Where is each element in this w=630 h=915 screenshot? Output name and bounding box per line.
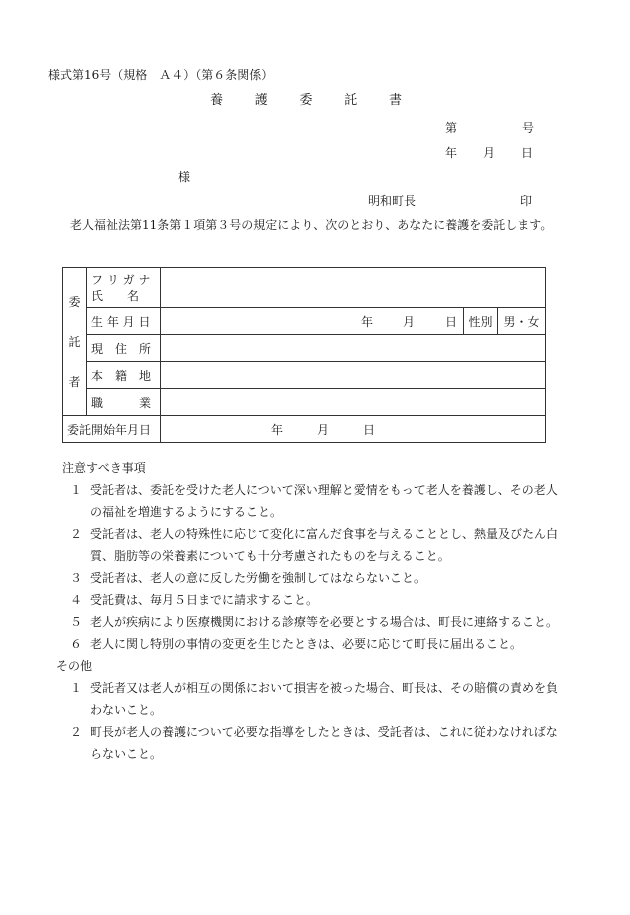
addressee-suffix: 様 (178, 170, 191, 184)
birth-month-unit: 月 (402, 314, 415, 329)
birth-day-unit: 日 (444, 314, 457, 329)
note-item: ６ 老人に関し特別の事情の変更を生じたときは、必要に応じて町長に届出ること。 (69, 637, 523, 651)
title-char: 託 (344, 93, 358, 108)
other-heading: その他 (56, 659, 93, 673)
domicile-label: 本 籍 地 (87, 362, 161, 389)
seal-mark: 印 (520, 194, 533, 208)
notes-section (56, 457, 562, 765)
sex-label: 性別 (464, 308, 498, 335)
address-field[interactable] (161, 335, 546, 362)
notes-heading: 注意すべき事項 (62, 461, 146, 475)
occupation-field[interactable] (161, 389, 546, 416)
note-item: ２ 受託者は、老人の特殊性に応じて変化に富んだ食事を与えることとし、熱量及びたん白質、脂肪等の栄養素についても十分考慮されたものを与えること。 (69, 527, 559, 563)
note-item: １ 受託者は、委託を受けた老人について深い理解と愛情をもって老人を養護し、その老人の福祉を増進するようにすること。 (69, 483, 558, 519)
note-item: ５ 老人が疾病により医療機関における診療等を必要とする場合は、町長に連絡すること。 (69, 615, 559, 629)
birthdate-label: 生 年 月 日 (87, 308, 161, 335)
birth-year-unit: 年 (360, 314, 373, 329)
date-day: 日 (520, 146, 533, 160)
other-item: ２ 町長が老人の養護について必要な指導をしたときは、受託者は、これに従わなければならないこと。 (69, 725, 558, 761)
entrustee-table (62, 267, 546, 443)
start-date-label: 委託開始年月日 (63, 416, 161, 443)
date-year: 年 (445, 146, 458, 160)
entrustee-group-label: 委 託 者 (63, 268, 87, 416)
other-item: １ 受託者又は老人が相互の関係において損害を被った場合、町長は、その賠償の責めを負わないこと。 (69, 681, 559, 717)
occupation-label: 職 業 (87, 389, 161, 416)
name-field[interactable] (161, 268, 546, 308)
start-date-field[interactable] (161, 416, 546, 443)
date-month: 月 (482, 146, 495, 160)
sex-choice[interactable]: 男・女 (498, 308, 546, 335)
title-char: 書 (388, 93, 402, 108)
start-day-unit: 日 (363, 422, 376, 437)
birthdate-field[interactable] (161, 308, 464, 335)
issuer: 明和町長 (368, 194, 417, 208)
document-title (210, 93, 402, 109)
issue-date (445, 145, 533, 161)
name-label: 氏 名 (91, 288, 140, 303)
start-year-unit: 年 (270, 422, 283, 437)
intro-paragraph: 老人福祉法第11条第１項第３号の規定により、次のとおり、あなたに養護を委託します。 (70, 218, 553, 232)
name-label-cell (87, 268, 161, 308)
note-item: ３ 受託者は、老人の意に反した労働を強制してはならないこと。 (69, 571, 427, 585)
number-suffix: 号 (522, 121, 535, 135)
number-prefix: 第 (445, 121, 458, 135)
title-char: 委 (299, 93, 313, 108)
address-label: 現 住 所 (87, 335, 161, 362)
title-char: 護 (254, 93, 268, 108)
note-item: ４ 受託費は、毎月５日までに請求すること。 (69, 593, 319, 607)
start-month-unit: 月 (316, 422, 329, 437)
form-id: 様式第16号（規格 Ａ４）（第６条関係） (48, 68, 274, 82)
title-char: 養 (210, 93, 224, 108)
furigana-label: フ リ ガ ナ (91, 272, 151, 287)
domicile-field[interactable] (161, 362, 546, 389)
